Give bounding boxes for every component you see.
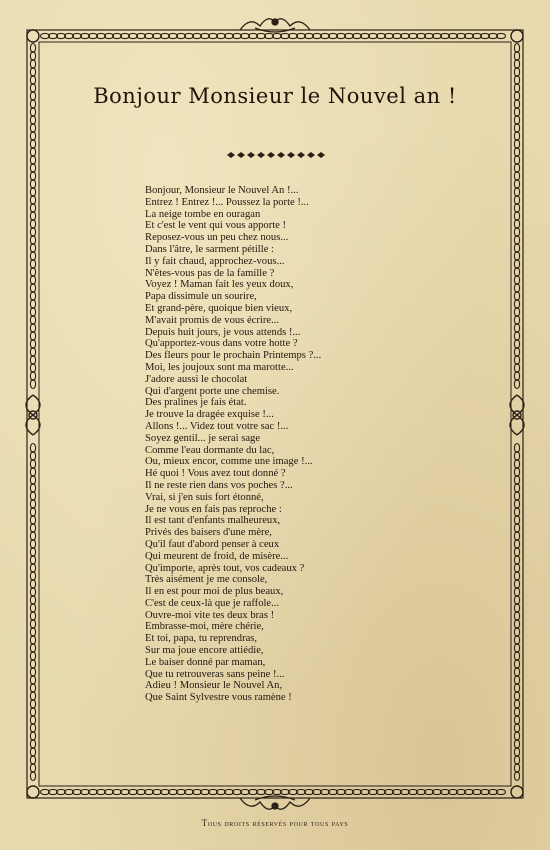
poem-line: Que tu retrouveras sans peine !... [145,668,285,680]
poem-line: N'êtes-vous pas de la famille ? [145,267,275,279]
poem-body [145,185,455,704]
poem-line: Bonjour, Monsieur le Nouvel An !... [145,185,299,196]
poem-line: Qu'il faut d'abord penser à ceux [145,538,280,550]
poem-line: C'est de ceux-là que je raffole... [145,597,280,609]
poem-line: Embrasse-moi, mère chérie, [145,621,264,633]
poem-title: Bonjour Monsieur le Nouvel an ! [93,84,457,108]
poem-line: Il est tant d'enfants malheureux, [145,515,281,527]
poem-line: Ou, mieux encor, comme une image !... [145,456,313,468]
poem-line: Je trouve la dragée exquise !... [145,409,274,421]
poem-line: Voyez ! Maman fait les yeux doux, [145,279,294,291]
poem-line: J'adore aussi le chocolat [145,373,248,385]
poem-line: Qui d'argent porte une chemise. [145,385,280,397]
poem-line: Comme l'eau dormante du lac, [145,444,275,456]
poem-line: Qu'apportez-vous dans votre hotte ? [145,338,298,350]
right-knot-ornament [510,395,524,435]
poem-line: Il en est pour moi de plus beaux, [145,586,284,598]
poem-line: Le baiser donné par maman, [145,656,266,668]
poem-line: Dans l'âtre, le sarment pétille : [145,243,274,255]
poem-line: Et toi, papa, tu reprendras, [145,633,258,645]
poem-line: Hé quoi ! Vous avez tout donné ? [145,468,286,480]
left-knot-ornament [26,395,40,435]
poem-line: Privés des baisers d'une mère, [145,527,272,539]
poem-line: Vrai, si j'en suis fort étonné, [145,491,264,503]
poem-line: Ouvre-moi vite tes deux bras ! [145,609,275,621]
poem-line: La neige tombe en ouragan [145,208,261,220]
poem-line: Que Saint Sylvestre vous ramène ! [145,692,292,704]
poem-line: Sur ma joue encore attiédie, [145,645,264,657]
poem-line: Et c'est le vent qui vous apporte ! [145,220,287,232]
poem-line: M'avait promis de vous écrire... [145,314,279,326]
poem-line: Je ne vous en fais pas reproche : [145,503,282,515]
poem-line: Adieu ! Monsieur le Nouvel An, [145,680,283,692]
poem-line: Qui meurent de froid, de misère... [145,550,289,562]
poem-line: Il y fait chaud, approchez-vous... [145,255,285,267]
poem-line: Reposez-vous un peu chez nous... [145,232,289,244]
poem-line: Des fleurs pour le prochain Printemps ?... [145,350,322,362]
poem-line: Qu'importe, après tout, vos cadeaux ? [145,562,305,574]
poem-line: Moi, les joujoux sont ma marotte... [145,361,294,373]
poem-line: Allons !... Videz tout votre sac !... [145,420,289,432]
poem-line: Depuis huit jours, je vous attends !... [145,326,301,338]
copyright-footer: Tous droits réservés pour tous pays [201,818,349,828]
poem-line: Il ne reste rien dans vos poches ?... [145,479,293,491]
poem-line: Très aisément je me console, [145,574,268,586]
poem-line: Et grand-père, quoique bien vieux, [145,302,293,314]
poem-line: Des pralines je fais état. [145,397,247,409]
poem-line: Soyez gentil... je serai sage [145,432,261,444]
poem-line: Papa dissimule un sourire, [145,291,257,303]
title-divider-ornament [225,150,325,160]
poem-line: Entrez ! Entrez !... Poussez la porte !... [145,196,309,208]
